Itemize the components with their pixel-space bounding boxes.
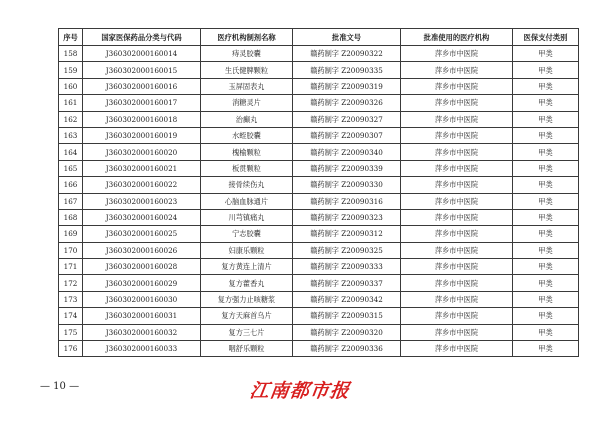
cell-payment-category: 甲类: [513, 111, 579, 127]
cell-institution: 萍乡市中医院: [401, 127, 513, 143]
cell-preparation-name: 川芎镇痛丸: [201, 209, 293, 225]
cell-preparation-name: 复方天麻首乌片: [201, 308, 293, 324]
table-row: [59, 144, 579, 160]
cell-preparation-name: 复方黄连上清片: [201, 259, 293, 275]
cell-payment-category: 甲类: [513, 242, 579, 258]
cell-payment-category: 甲类: [513, 341, 579, 357]
table-row: [59, 62, 579, 78]
cell-approval-number: 赣药制字 Z20090323: [293, 209, 401, 225]
table-row: [59, 308, 579, 324]
cell-approval-number: 赣药制字 Z20090307: [293, 127, 401, 143]
cell-national-code: J360302000160014: [83, 46, 201, 62]
cell-national-code: J360302000160028: [83, 259, 201, 275]
cell-national-code: J360302000160032: [83, 324, 201, 340]
cell-national-code: J360302000160029: [83, 275, 201, 291]
cell-preparation-name: 水蛭胶囊: [201, 127, 293, 143]
cell-serial-number: 171: [59, 259, 83, 275]
table-row: [59, 324, 579, 340]
header-institution: 批准使用的医疗机构: [401, 29, 513, 46]
cell-preparation-name: 玉屏固表丸: [201, 78, 293, 94]
cell-serial-number: 169: [59, 226, 83, 242]
cell-preparation-name: 痔灵胶囊: [201, 46, 293, 62]
cell-serial-number: 159: [59, 62, 83, 78]
cell-national-code: J360302000160019: [83, 127, 201, 143]
table-row: [59, 46, 579, 62]
drug-registry-table: [58, 28, 579, 357]
cell-preparation-name: 复方强力止咳糖浆: [201, 291, 293, 307]
cell-payment-category: 甲类: [513, 95, 579, 111]
cell-approval-number: 赣药制字 Z20090336: [293, 341, 401, 357]
cell-payment-category: 甲类: [513, 308, 579, 324]
cell-preparation-name: 接骨续伤丸: [201, 177, 293, 193]
cell-payment-category: 甲类: [513, 291, 579, 307]
cell-serial-number: 173: [59, 291, 83, 307]
cell-payment-category: 甲类: [513, 62, 579, 78]
cell-payment-category: 甲类: [513, 324, 579, 340]
cell-preparation-name: 复方藿香丸: [201, 275, 293, 291]
cell-national-code: J360302000160024: [83, 209, 201, 225]
cell-institution: 萍乡市中医院: [401, 193, 513, 209]
table-row: [59, 242, 579, 258]
cell-approval-number: 赣药制字 Z20090325: [293, 242, 401, 258]
page-number: — 10 —: [40, 381, 80, 392]
cell-preparation-name: 宁志胶囊: [201, 226, 293, 242]
cell-payment-category: 甲类: [513, 275, 579, 291]
cell-national-code: J360302000160026: [83, 242, 201, 258]
table-row: [59, 259, 579, 275]
table-row: [59, 177, 579, 193]
cell-institution: 萍乡市中医院: [401, 291, 513, 307]
cell-serial-number: 163: [59, 127, 83, 143]
cell-approval-number: 赣药制字 Z20090327: [293, 111, 401, 127]
cell-national-code: J360302000160030: [83, 291, 201, 307]
cell-preparation-name: 复方三七片: [201, 324, 293, 340]
cell-preparation-name: 板贯颗粒: [201, 160, 293, 176]
cell-national-code: J360302000160033: [83, 341, 201, 357]
cell-national-code: J360302000160031: [83, 308, 201, 324]
cell-preparation-name: 生氏健脾颗粒: [201, 62, 293, 78]
cell-institution: 萍乡市中医院: [401, 308, 513, 324]
cell-approval-number: 赣药制字 Z20090326: [293, 95, 401, 111]
cell-national-code: J360302000160015: [83, 62, 201, 78]
cell-payment-category: 甲类: [513, 78, 579, 94]
table-body: [59, 46, 579, 357]
header-preparation-name: 医疗机构制剂名称: [201, 29, 293, 46]
cell-approval-number: 赣药制字 Z20090320: [293, 324, 401, 340]
cell-national-code: J360302000160020: [83, 144, 201, 160]
cell-serial-number: 164: [59, 144, 83, 160]
cell-serial-number: 160: [59, 78, 83, 94]
table-row: [59, 95, 579, 111]
cell-institution: 萍乡市中医院: [401, 62, 513, 78]
cell-approval-number: 赣药制字 Z20090330: [293, 177, 401, 193]
cell-approval-number: 赣药制字 Z20090312: [293, 226, 401, 242]
table-row: [59, 209, 579, 225]
cell-serial-number: 167: [59, 193, 83, 209]
cell-preparation-name: 妇康乐颗粒: [201, 242, 293, 258]
cell-institution: 萍乡市中医院: [401, 46, 513, 62]
cell-preparation-name: 治癫丸: [201, 111, 293, 127]
table-row: [59, 127, 579, 143]
header-serial-number: 序号: [59, 29, 83, 46]
cell-institution: 萍乡市中医院: [401, 324, 513, 340]
cell-payment-category: 甲类: [513, 226, 579, 242]
cell-institution: 萍乡市中医院: [401, 78, 513, 94]
cell-national-code: J360302000160023: [83, 193, 201, 209]
table-row: [59, 78, 579, 94]
table-row: [59, 160, 579, 176]
cell-approval-number: 赣药制字 Z20090316: [293, 193, 401, 209]
cell-approval-number: 赣药制字 Z20090339: [293, 160, 401, 176]
cell-institution: 萍乡市中医院: [401, 259, 513, 275]
cell-institution: 萍乡市中医院: [401, 95, 513, 111]
cell-national-code: J360302000160017: [83, 95, 201, 111]
cell-payment-category: 甲类: [513, 46, 579, 62]
cell-payment-category: 甲类: [513, 144, 579, 160]
header-approval-number: 批准文号: [293, 29, 401, 46]
cell-national-code: J360302000160016: [83, 78, 201, 94]
cell-national-code: J360302000160018: [83, 111, 201, 127]
table-row: [59, 291, 579, 307]
cell-preparation-name: 消糖灵片: [201, 95, 293, 111]
cell-serial-number: 168: [59, 209, 83, 225]
cell-payment-category: 甲类: [513, 127, 579, 143]
cell-serial-number: 170: [59, 242, 83, 258]
cell-national-code: J360302000160021: [83, 160, 201, 176]
cell-serial-number: 162: [59, 111, 83, 127]
cell-approval-number: 赣药制字 Z20090319: [293, 78, 401, 94]
cell-institution: 萍乡市中医院: [401, 226, 513, 242]
cell-serial-number: 158: [59, 46, 83, 62]
table-row: [59, 111, 579, 127]
cell-institution: 萍乡市中医院: [401, 275, 513, 291]
cell-approval-number: 赣药制字 Z20090315: [293, 308, 401, 324]
table-header-row: [59, 29, 579, 46]
cell-institution: 萍乡市中医院: [401, 160, 513, 176]
header-national-code: 国家医保药品分类与代码: [83, 29, 201, 46]
table-row: [59, 226, 579, 242]
cell-institution: 萍乡市中医院: [401, 111, 513, 127]
cell-national-code: J360302000160025: [83, 226, 201, 242]
cell-serial-number: 174: [59, 308, 83, 324]
cell-payment-category: 甲类: [513, 209, 579, 225]
cell-preparation-name: 咽舒乐颗粒: [201, 341, 293, 357]
table-row: [59, 275, 579, 291]
cell-preparation-name: 槐榆颗粒: [201, 144, 293, 160]
cell-payment-category: 甲类: [513, 177, 579, 193]
cell-institution: 萍乡市中医院: [401, 144, 513, 160]
cell-approval-number: 赣药制字 Z20090335: [293, 62, 401, 78]
cell-preparation-name: 心脑血脉通片: [201, 193, 293, 209]
cell-serial-number: 166: [59, 177, 83, 193]
cell-institution: 萍乡市中医院: [401, 177, 513, 193]
cell-approval-number: 赣药制字 Z20090337: [293, 275, 401, 291]
cell-institution: 萍乡市中医院: [401, 209, 513, 225]
table-row: [59, 341, 579, 357]
cell-national-code: J360302000160022: [83, 177, 201, 193]
cell-payment-category: 甲类: [513, 160, 579, 176]
cell-approval-number: 赣药制字 Z20090333: [293, 259, 401, 275]
cell-approval-number: 赣药制字 Z20090340: [293, 144, 401, 160]
cell-approval-number: 赣药制字 Z20090322: [293, 46, 401, 62]
cell-payment-category: 甲类: [513, 193, 579, 209]
cell-serial-number: 172: [59, 275, 83, 291]
cell-approval-number: 赣药制字 Z20090342: [293, 291, 401, 307]
header-payment-category: 医保支付类别: [513, 29, 579, 46]
cell-institution: 萍乡市中医院: [401, 242, 513, 258]
cell-payment-category: 甲类: [513, 259, 579, 275]
cell-serial-number: 165: [59, 160, 83, 176]
cell-institution: 萍乡市中医院: [401, 341, 513, 357]
table-row: [59, 193, 579, 209]
cell-serial-number: 175: [59, 324, 83, 340]
cell-serial-number: 161: [59, 95, 83, 111]
newspaper-watermark: 江南都市报: [248, 380, 352, 402]
cell-serial-number: 176: [59, 341, 83, 357]
